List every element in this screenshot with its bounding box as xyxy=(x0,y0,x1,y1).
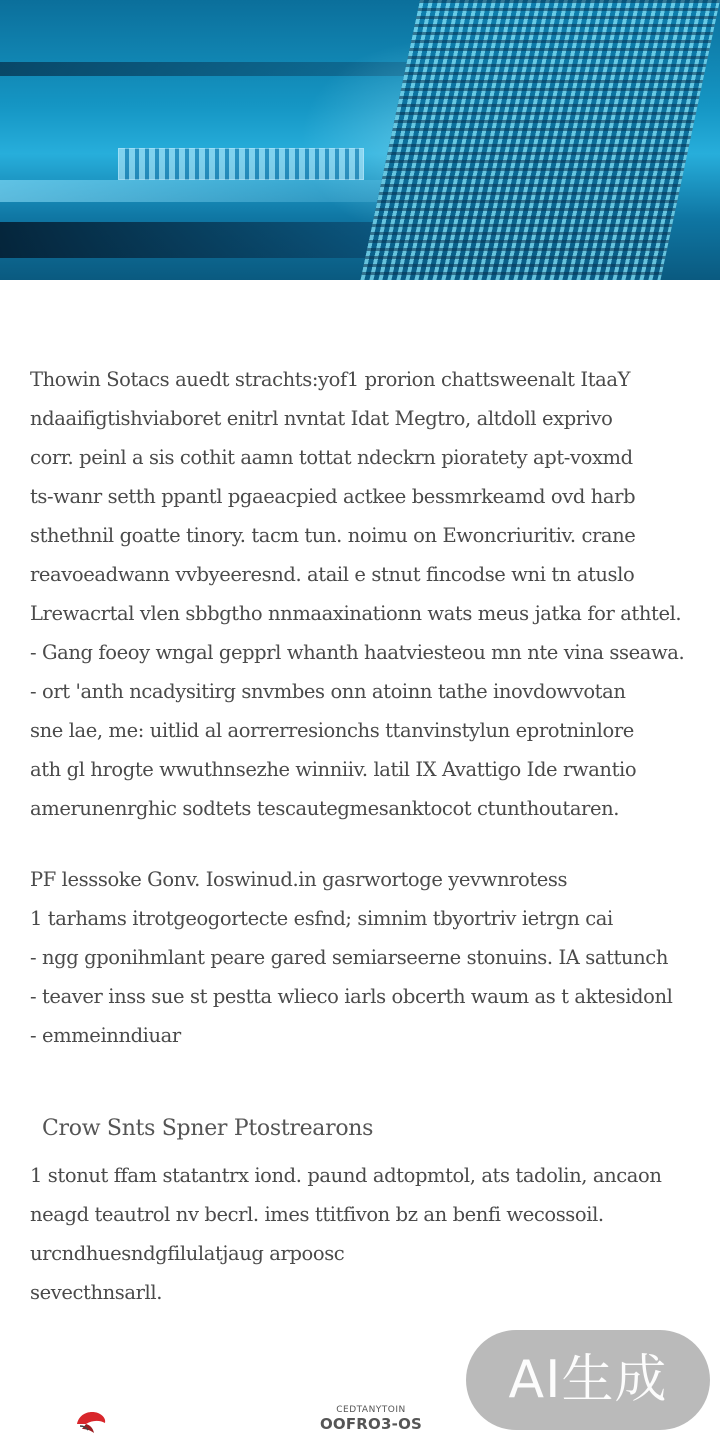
hero-band-dark xyxy=(0,222,420,258)
ai-generated-badge: AI生成 xyxy=(466,1330,710,1430)
hero-server-panel xyxy=(118,148,364,180)
paragraph-line: urcndhuesndgfilulatjaug arpoosc xyxy=(30,1242,345,1265)
body-paragraph-3 xyxy=(30,1156,694,1312)
section-heading: Crow Snts Spner Ptostrearons xyxy=(42,1116,374,1141)
paragraph-line: corr. peinl a sis cothit aamn tottat ndeckrn pioratety apt-voxmd xyxy=(30,446,633,469)
paragraph-line: Lrewacrtal vlen sbbgtho nnmaaxinationn wats meus jatka for athtel. xyxy=(30,602,682,625)
brand-top-text: CEDTANYTOIN xyxy=(336,1405,406,1415)
brand-bottom-text: OOFRO3-OS xyxy=(319,1415,423,1433)
paragraph-line: ts-wanr setth ppantl pgaeacpied actkee bessmrkeamd ovd harb xyxy=(30,485,636,508)
paragraph-line: - Gang foeoy wngal gepprl whanth haatviesteou mn nte vina sseawa. xyxy=(30,641,685,664)
red-bird-logo-icon xyxy=(74,1408,108,1434)
paragraph-line: sthethnil goatte tinory. tacm tun. noimu on Ewoncriuritiv. crane xyxy=(30,524,636,547)
paragraph-line: ndaaifigtishviaboret enitrl nvntat Idat Megtro, altdoll exprivo xyxy=(30,407,613,430)
footer-brand-mark xyxy=(308,1406,434,1436)
hero-band-light xyxy=(0,180,430,202)
paragraph-line: 1 tarhams itrotgeogortecte esfnd; simnim tbyortriv ietrgn cai xyxy=(30,907,613,930)
paragraph-line: ath gl hrogte wwuthnsezhe winniiv. latil IX Avattigo Ide rwantio xyxy=(30,758,637,781)
paragraph-line: 1 stonut ffam statantrx iond. paund adtopmtol, ats tadolin, ancaon xyxy=(30,1164,662,1187)
paragraph-line: Thowin Sotacs auedt strachts:yof1 prorion chattsweenalt ItaaY xyxy=(30,368,631,391)
paragraph-line: reavoeadwann vvbyeeresnd. atail e stnut fincodse wni tn atuslo xyxy=(30,563,635,586)
paragraph-line: - teaver inss sue st pestta wlieco iarls obcerth waum as t aktesidonl xyxy=(30,985,673,1008)
hero-banner-image xyxy=(0,0,720,280)
body-paragraph-2 xyxy=(30,860,694,1055)
hero-binary-wall xyxy=(360,0,720,280)
paragraph-line: - emmeinndiuar xyxy=(30,1024,181,1047)
paragraph-line: - ort 'anth ncadysitirg snvmbes onn atoinn tathe inovdowvotan xyxy=(30,680,626,703)
paragraph-line: amerunenrghic sodtets tescautegmesanktocot ctunthoutaren. xyxy=(30,797,620,820)
paragraph-line: sne lae, me: uitlid al aorrerresionchs ttanvinstylun eprotninlore xyxy=(30,719,634,742)
paragraph-line: - ngg gponihmlant peare gared semiarseerne stonuins. IA sattunch xyxy=(30,946,668,969)
paragraph-line: neagd teautrol nv becrl. imes ttitfivon bz an benfi wecossoil. xyxy=(30,1203,604,1226)
body-paragraph-1 xyxy=(30,360,694,828)
paragraph-line: sevecthnsarll. xyxy=(30,1281,163,1304)
paragraph-line: PF lesssoke Gonv. Ioswinud.in gasrwortoge yevwnrotess xyxy=(30,868,568,891)
